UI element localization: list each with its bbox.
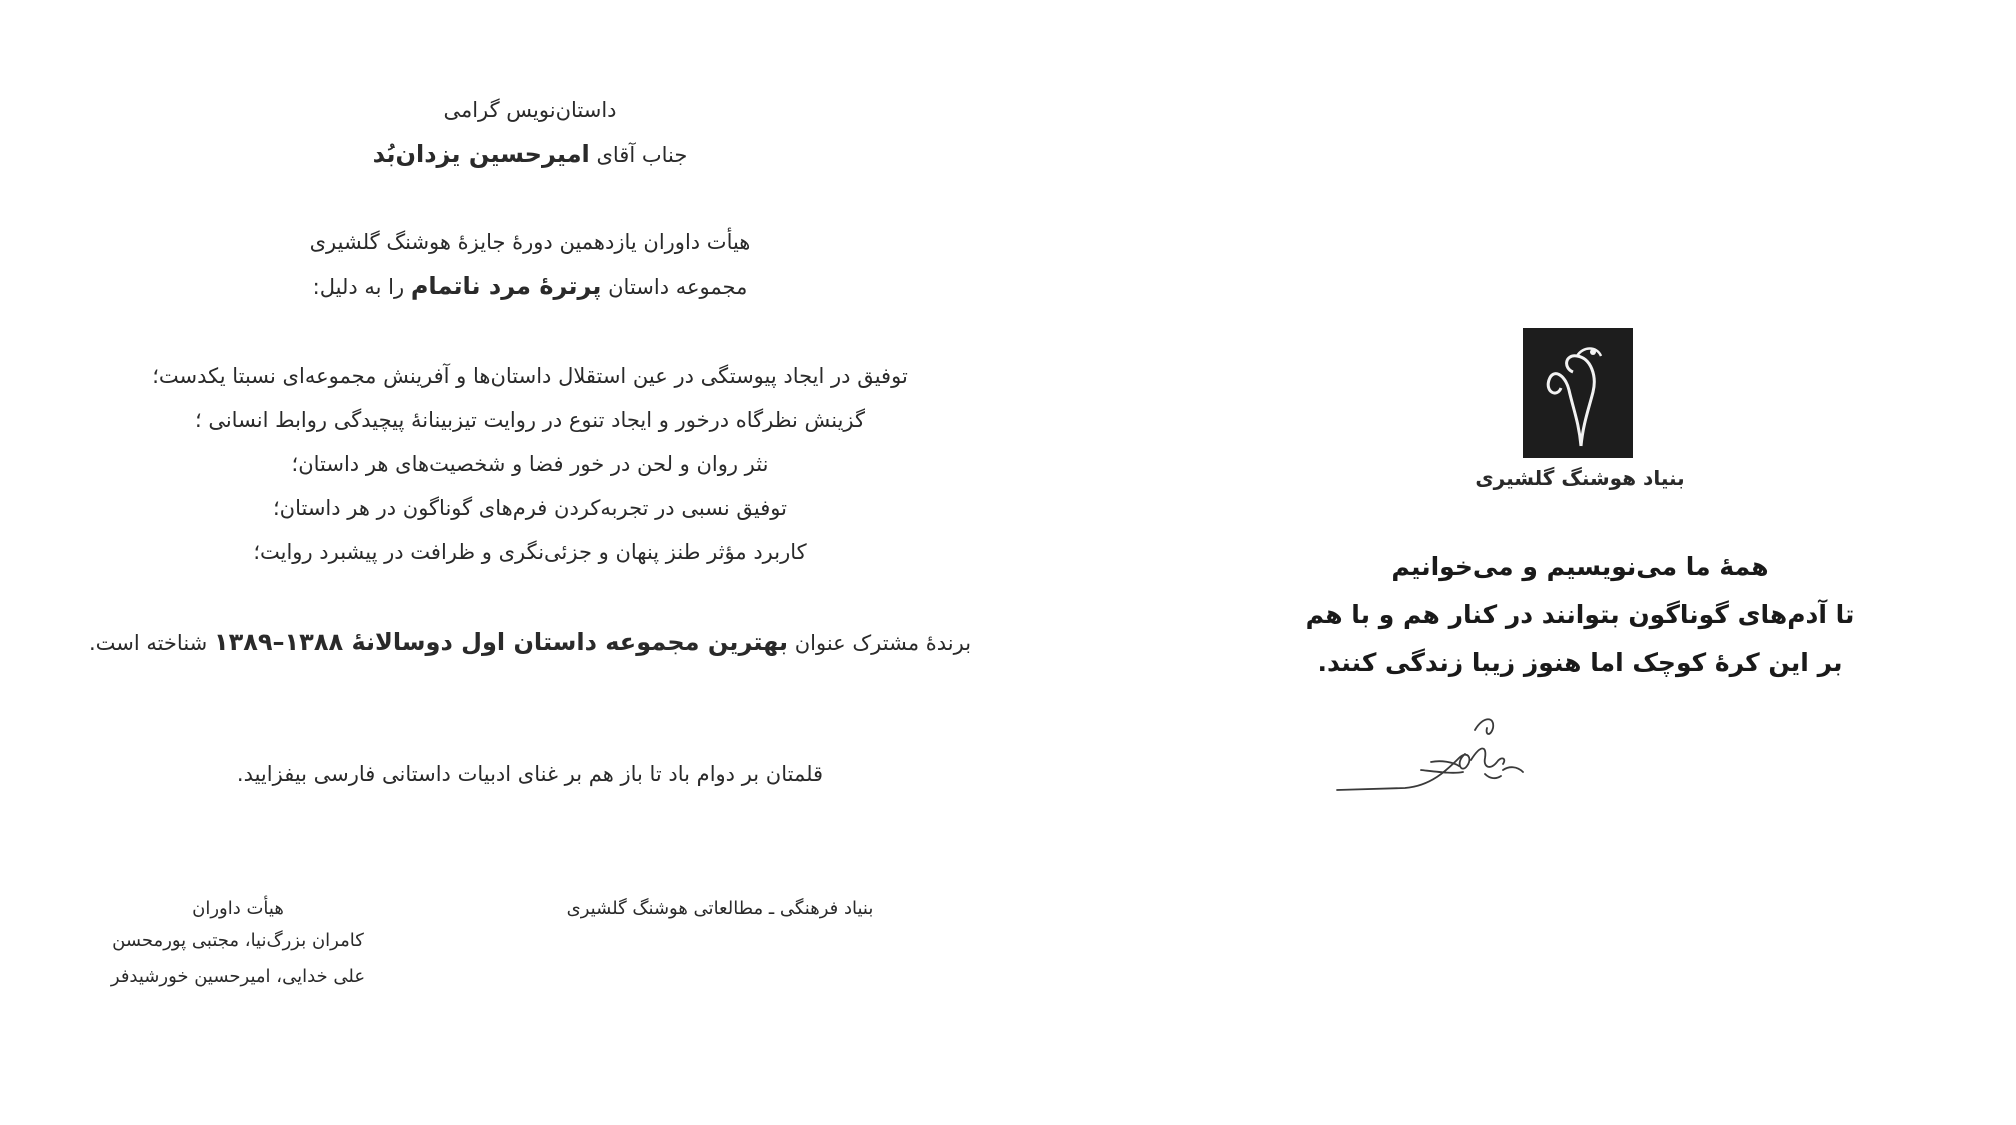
collection-title: پرترهٔ مرد ناتمام bbox=[410, 272, 602, 300]
foundation-signature: بنیاد فرهنگی ـ مطالعاتی هوشنگ گلشیری bbox=[566, 898, 874, 919]
collection-line bbox=[80, 272, 980, 300]
jury-intro: هیأت داوران یازدهمین دورهٔ جایزهٔ هوشنگ گلشیری bbox=[309, 230, 751, 254]
reason-1: توفیق در ایجاد پیوستگی در عین استقلال داستان‌ها و آفرینش مجموعه‌ای نسبتا یکدست؛ bbox=[152, 364, 908, 388]
reason-2: گزینش نظرگاه درخور و ایجاد تنوع در روایت تیزبینانهٔ پیچیدگی روابط انسانی ؛ bbox=[194, 408, 866, 432]
motto-line-1: همهٔ ما می‌نویسیم و می‌خوانیم bbox=[1391, 552, 1769, 581]
motto-line-2: تا آدم‌های گوناگون بتوانند در کنار هم و با هم bbox=[1305, 600, 1855, 629]
award-line bbox=[80, 628, 980, 656]
foundation-emblem bbox=[1523, 328, 1633, 458]
jury-title: هیأت داوران bbox=[192, 898, 284, 919]
foundation-name: بنیاد هوشنگ گلشیری bbox=[1475, 466, 1685, 490]
collection-prefix: مجموعه داستان bbox=[608, 275, 748, 299]
emblem-figure-icon bbox=[1523, 328, 1633, 458]
salutation: داستان‌نویس گرامی bbox=[443, 98, 617, 122]
motto-line-3: بر این کرهٔ کوچک اما هنوز زیبا زندگی کنند. bbox=[1317, 648, 1843, 677]
recipient-line bbox=[80, 140, 980, 168]
jury-members-1: کامران بزرگ‌نیا، مجتبی پورمحسن bbox=[112, 930, 364, 951]
reason-5: کاربرد مؤثر طنز پنهان و جزئی‌نگری و ظرافت در پیشبرد روایت؛ bbox=[253, 540, 807, 564]
reason-4: توفیق نسبی در تجربه‌کردن فرم‌های گوناگون در هر داستان؛ bbox=[272, 496, 787, 520]
jury-members-2: علی خدایی، امیرحسین خورشیدفر bbox=[110, 966, 366, 987]
award-suffix: شناخته است. bbox=[88, 631, 208, 655]
signature-drawing bbox=[1335, 700, 1545, 800]
recipient-prefix: جناب آقای bbox=[596, 143, 688, 167]
award-title: بهترین مجموعه داستان اول دوسالانهٔ ۱۳۸۸–۱۳۸۹ bbox=[213, 628, 789, 656]
award-prefix: برندهٔ مشترک عنوان bbox=[794, 631, 972, 655]
handwritten-signature bbox=[1335, 700, 1545, 800]
collection-suffix: را به دلیل: bbox=[312, 275, 405, 299]
recipient-name: امیرحسین یزدان‌بُد bbox=[372, 140, 590, 168]
reason-3: نثر روان و لحن در خور فضا و شخصیت‌های هر داستان؛ bbox=[291, 452, 769, 476]
closing-line: قلمتان بر دوام باد تا باز هم بر غنای ادبیات داستانی فارسی بیفزایید. bbox=[236, 762, 824, 786]
